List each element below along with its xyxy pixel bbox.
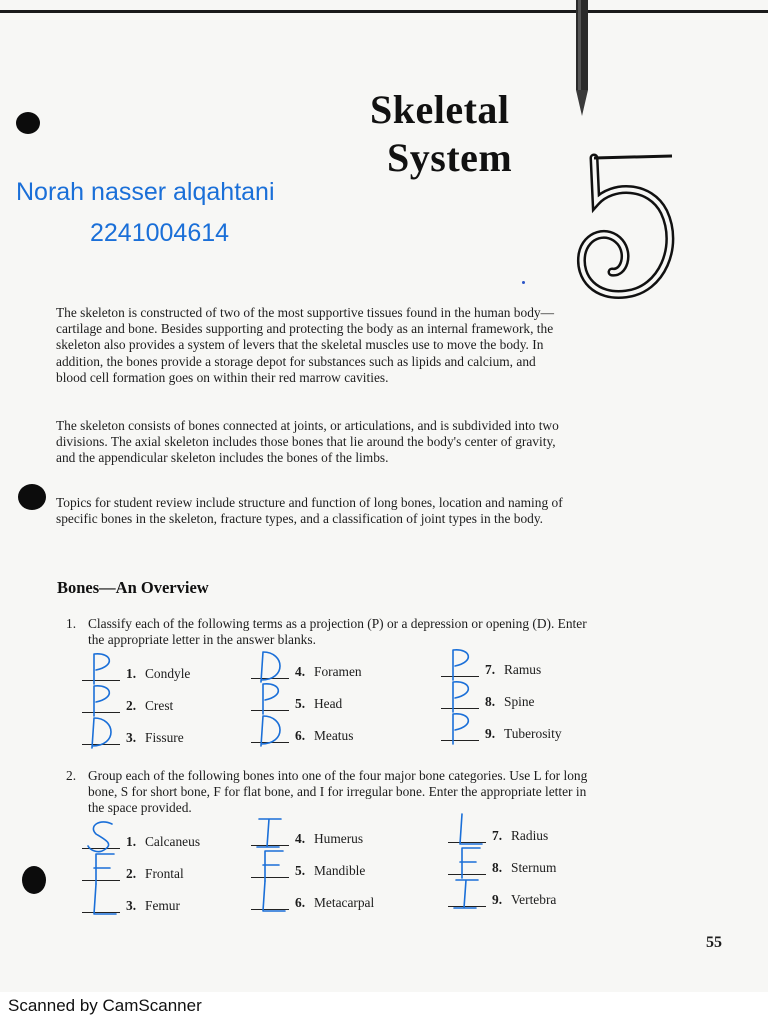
item-term: Head [314,696,343,711]
item-term: Foramen [314,664,362,679]
item-term: Metacarpal [314,895,375,910]
item-number: 7. [492,828,503,843]
intro-paragraph-3: Topics for student review include structure and function of long bones, location and naming of specific bones in the skeleton, fracture types, and a classification of joint types in the body. [56,495,563,527]
item-number: 8. [492,860,503,875]
chapter-title-line1: Skeletal [370,87,510,132]
binder-hole-middle [18,484,46,510]
intro-paragraph-1: The skeleton is constructed of two of the most supportive tissues found in the human body—cartilage and bone. Besides supporting and protecting the body as an internal framework, the skeleton also provides a system of levers that the skeletal muscles use to move the body. In addition, the bones provide a storage depot for substances such as lipids and calcium, and blood cell formation goes on within their red marrow cavities. [56,305,554,385]
item-term: Frontal [145,866,184,881]
handwritten-answer [82,882,122,922]
handwritten-answer [441,710,481,750]
item-term: Tuberosity [504,726,562,741]
item-term: Vertebra [511,892,557,907]
page-top-edge [0,10,768,13]
item-number: 5. [295,863,306,878]
item-number: 1. [126,834,137,849]
item-term: Humerus [314,831,364,846]
handwritten-answer [251,879,291,919]
chapter-number-graphic [572,150,692,310]
item-term: Mandible [314,863,366,878]
binder-hole-bottom [22,866,46,894]
item-term: Sternum [511,860,557,875]
item-number: 1. [126,666,137,681]
item-number: 7. [485,662,496,677]
item-number: 6. [295,728,306,743]
section-heading: Bones—An Overview [57,578,209,597]
handwritten-answer [82,714,122,754]
item-term: Fissure [145,730,184,745]
item-term: Radius [511,828,549,843]
item-term: Femur [145,898,180,913]
item-number: 9. [492,892,503,907]
item-term: Meatus [314,728,354,743]
student-name: Norah nasser alqahtani [16,178,275,206]
handwritten-answer [251,712,291,752]
footer-bar [0,992,768,1024]
item-number: 3. [126,730,137,745]
item-number: 8. [485,694,496,709]
student-id: 2241004614 [90,219,230,247]
item-number: 3. [126,898,137,913]
item-number: 2. [126,866,137,881]
item-number: 5. [295,696,306,711]
item-term: Condyle [145,666,191,681]
intro-paragraph-2: The skeleton consists of bones connected at joints, or articulations, and is subdivided into two divisions. The axial skeleton includes those bones that lie around the body's center of gravity, and the appendicular skeleton includes the bones of the limbs. [56,418,559,466]
question-2-prompt: Group each of the following bones into one of the four major bone categories. Use L for long bone, S for short bone, F for flat bone, and I for irregular bone. Enter the appropriate letter in the space provided. [88,768,588,815]
binder-hole-top [16,112,40,134]
item-term: Spine [504,694,535,709]
scanner-watermark: Scanned by CamScanner [8,996,202,1015]
item-term: Calcaneus [145,834,201,849]
question-1-number: 1. [66,616,77,631]
item-number: 6. [295,895,306,910]
item-number: 4. [295,831,306,846]
item-number: 9. [485,726,496,741]
handwritten-answer [448,876,488,916]
chapter-title-line2: System [387,135,513,180]
item-term: Ramus [504,662,542,677]
question-2-number: 2. [66,768,77,783]
pencil-graphic [574,0,590,118]
item-term: Crest [145,698,174,713]
ink-dot [522,281,525,284]
question-1-prompt: Classify each of the following terms as a projection (P) or a depression or opening (D). Enter the appropriate letter in the answer blanks. [88,616,587,647]
item-number: 4. [295,664,306,679]
page-number: 55 [706,934,722,951]
item-number: 2. [126,698,137,713]
